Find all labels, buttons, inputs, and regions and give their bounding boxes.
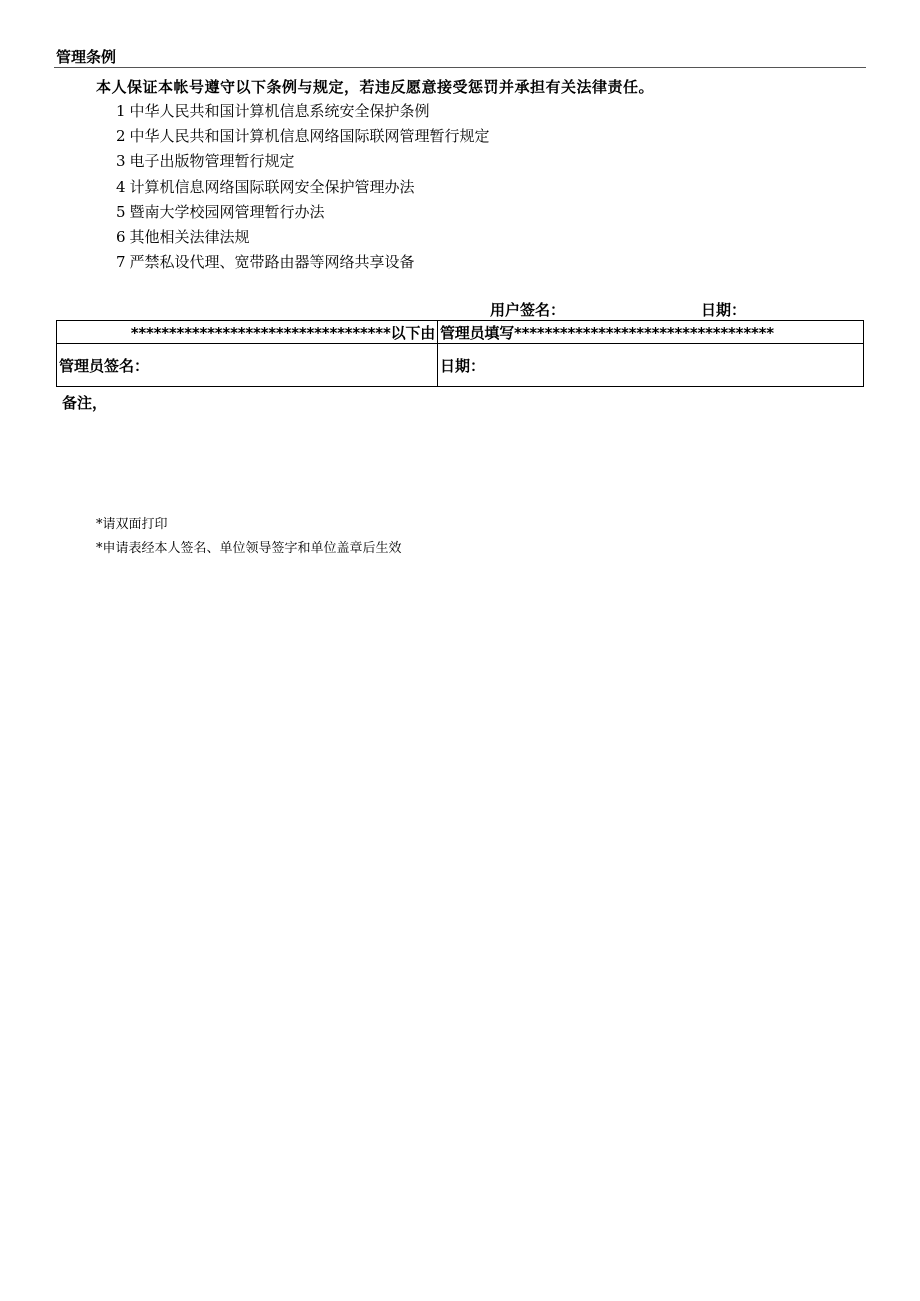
rule-number: 7	[116, 253, 126, 272]
pledge-statement: 本人保证本帐号遵守以下条例与规定，若违反愿意接受惩罚并承担有关法律责任。	[96, 78, 655, 96]
list-item	[116, 151, 490, 176]
list-item	[116, 227, 490, 252]
admin-banner-left: **********************************以下由	[57, 321, 438, 344]
admin-banner-right: 管理员填写**********************************	[438, 321, 864, 344]
rule-text: 暨南大学校园网管理暂行办法	[129, 202, 325, 221]
remarks-label: 备注，	[62, 394, 108, 412]
rule-text: 电子出版物管理暂行规定	[129, 152, 295, 171]
rule-text: 中华人民共和国计算机信息系统安全保护条例	[129, 102, 430, 120]
rule-number: 1	[116, 102, 126, 120]
user-signature-label: 用户签名：	[490, 301, 566, 319]
list-item	[116, 101, 490, 126]
rules-list	[116, 101, 490, 277]
section-header	[54, 45, 866, 68]
rule-text: 中华人民共和国计算机信息网络国际联网管理暂行规定	[129, 127, 490, 146]
rule-number: 3	[116, 152, 126, 171]
rule-text: 计算机信息网络国际联网安全保护管理办法	[129, 177, 415, 196]
rule-number: 2	[116, 127, 126, 146]
rule-number: 4	[116, 177, 126, 196]
admin-date-field[interactable]	[438, 344, 864, 387]
admin-table	[56, 320, 864, 387]
rule-number: 6	[116, 227, 126, 246]
list-item	[116, 252, 490, 277]
list-item	[116, 126, 490, 151]
rule-number: 5	[116, 202, 126, 221]
table-row	[57, 321, 864, 344]
table-row	[57, 344, 864, 387]
list-item	[116, 202, 490, 227]
admin-date-label: 日期：	[440, 356, 486, 375]
rule-text: 严禁私设代理、宽带路由器等网络共享设备	[129, 253, 415, 272]
section-title: 管理条例	[56, 48, 117, 66]
rule-text: 其他相关法律法规	[129, 227, 250, 246]
list-item	[116, 177, 490, 202]
user-date-label: 日期：	[701, 301, 747, 319]
note-validity: *申请表经本人签名、单位领导签字和单位盖章后生效	[96, 541, 402, 556]
admin-signature-field[interactable]	[57, 344, 438, 387]
admin-signature-label: 管理员签名：	[59, 356, 150, 375]
notes	[96, 516, 402, 564]
note-print-duplex: *请双面打印	[96, 517, 168, 532]
